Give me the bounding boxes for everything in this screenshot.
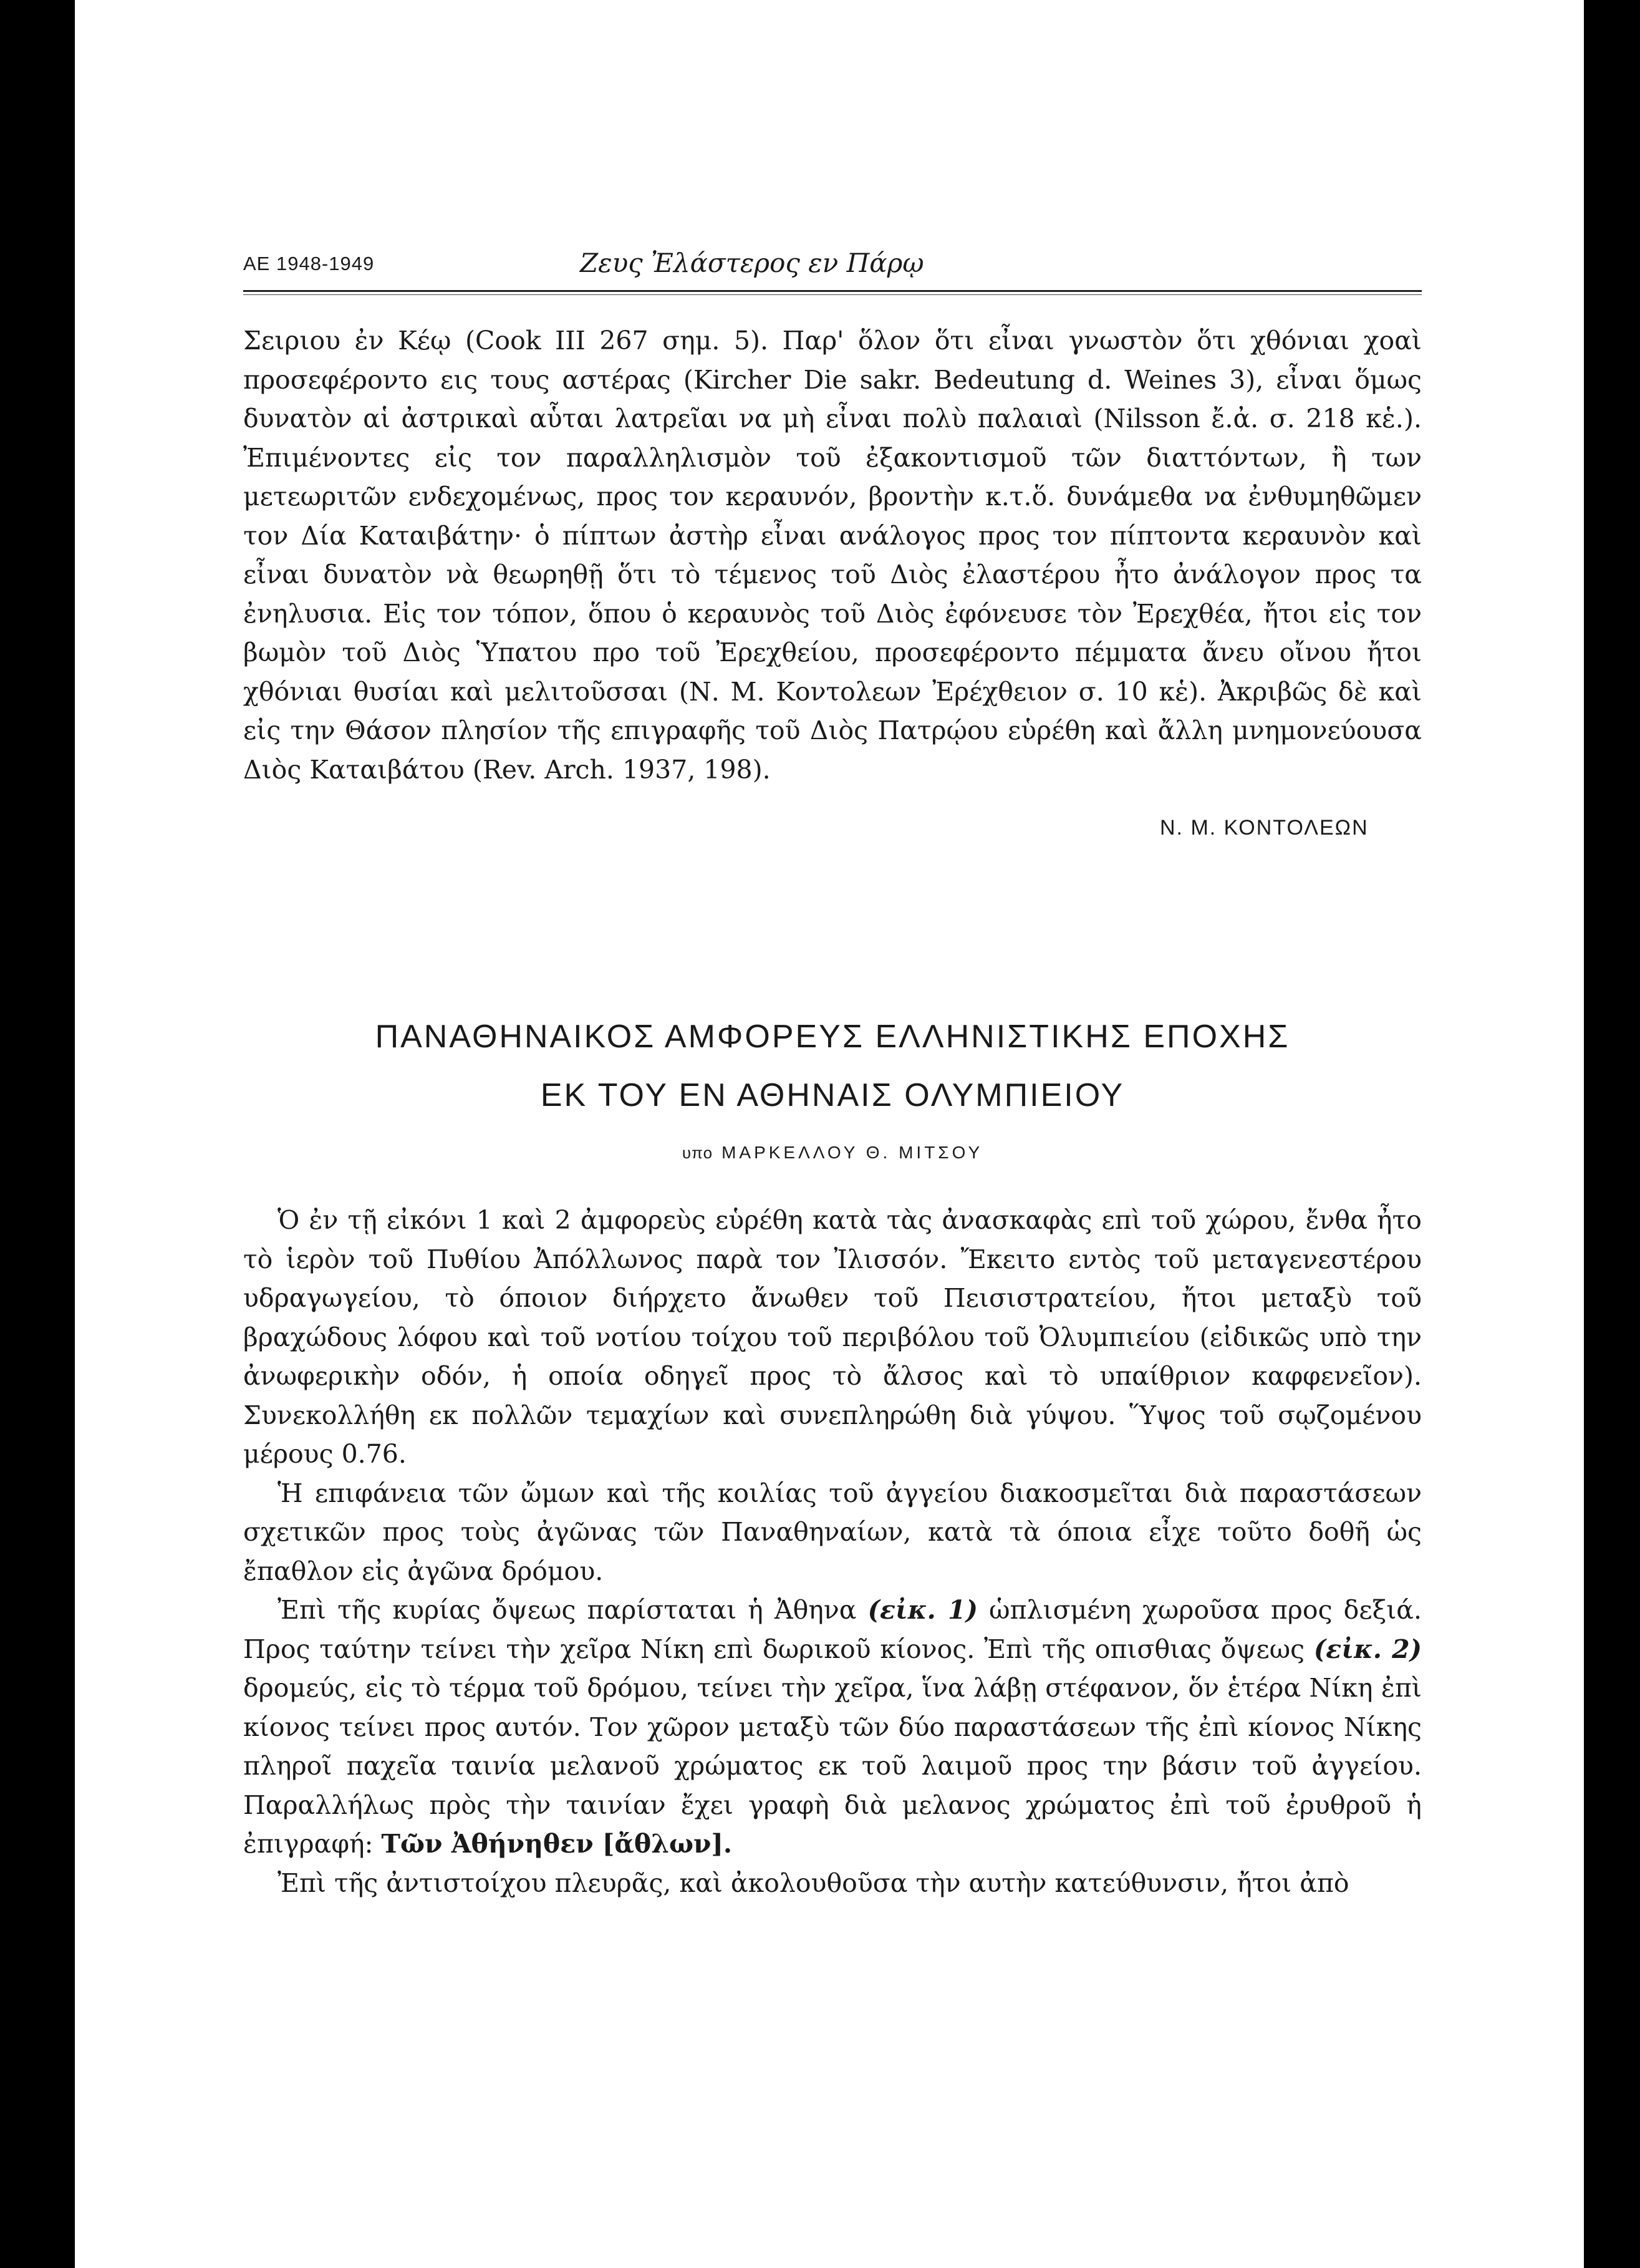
page (75, 0, 1584, 2268)
header-rule-thin (243, 294, 1422, 295)
article2-body (243, 1201, 1422, 1902)
article1-body (243, 321, 1422, 789)
paragraph-3-text-b: ὡπλισμένη χωροῦσα προς δεξιά. Προς ταύτην τείνει τὴν χεῖρα Νίκη επὶ δωρικοῦ κίονος. Ἐπὶ τῆς οπισθιας ὄψεως (243, 1595, 1422, 1664)
figure-reference-2: (εἰκ. 2) (1313, 1634, 1422, 1664)
article2-paragraph-3 (243, 1591, 1422, 1864)
running-title: Ζευς Ἐλάστερος εν Πάρῳ (580, 248, 924, 278)
article2-paragraph-2: Ἡ επιφάνεια τῶν ὤμων καὶ τῆς κοιλίας τοῦ ἀγγείου διακοσμεῖται διὰ παραστάσεων σχετικῶν προς τοὺς ἀγῶνας τῶν Παναθηναίων, κατὰ τὰ όποια εἶχε τοῦτο δοθῆ ὡς ἔπαθλον εἰς ἀγῶνα δρόμου. (243, 1478, 1422, 1586)
running-header (243, 246, 1422, 296)
byline-author: ΜΑΡΚΕΛΛΟΥ Θ. ΜΙΤΣΟΥ (721, 1143, 983, 1162)
article2-paragraph-1: Ὁ ἐν τῇ εἰκόνι 1 καὶ 2 ἀμφορεὺς εὑρέθη κατὰ τὰς ἀνασκαφὰς επὶ τοῦ χώρου, ἔνθα ἦτο τὸ ἱερὸν τοῦ Πυθίου Ἀπόλλωνος παρὰ τον Ἰλισσόν. Ἔκειτο εντὸς τοῦ μεταγενεστέρου υδραγωγείου, τὸ όποιον διήρχετο ἄνωθεν τοῦ Πεισιστρατείου, ἤτοι μεταξὺ τοῦ βραχώδους λόφου καὶ τοῦ νοτίου τοίχου τοῦ περιβόλου τοῦ Ὀλυμπιείου (εἰδικῶς υπὸ την ἀνωφερικὴν οδόν, ἡ οποία οδηγεῖ προς τὸ ἄλσος καὶ τὸ υπαίθριον καφφενεῖον). Συνεκολλήθη εκ πολλῶν τεμαχίων καὶ συνεπληρώθη διὰ γύψου. Ὕψος τοῦ σῳζομένου μέρους 0.76. (243, 1205, 1422, 1469)
byline-prefix: υπο (682, 1143, 713, 1162)
inscription-text: Τῶν Ἀθήνηθεν [ἄθλων]. (381, 1829, 733, 1859)
article2-paragraph-4: Ἐπὶ τῆς ἀντιστοίχου πλευρᾶς, καὶ ἀκολουθοῦσα τὴν αυτὴν κατεύθυνσιν, ἤτοι ἀπὸ (277, 1868, 1349, 1898)
article2-title-line1: ΠΑΝΑΘΗΝΑΙΚΟΣ ΑΜΦΟΡΕΥΣ ΕΛΛΗΝΙΣΤΙΚΗΣ ΕΠΟΧΗΣ (375, 1019, 1290, 1055)
header-rule (243, 290, 1422, 292)
article1-paragraph: Σειριου ἐν Κέῳ (Cook III 267 σημ. 5). Παρ' ὅλον ὅτι εἶναι γνωστὸν ὅτι χθόνιαι χοαὶ προσεφέροντο εις τους αστέρας (Kircher Die sakr. Bedeutung d. Weines 3), εἶναι ὅμως δυνατὸν αἱ ἀστρικαὶ αὗται λατρεῖαι να μὴ εἶναι πολὺ παλαιαὶ (Nilsson ἔ.ἀ. σ. 218 κἑ.). Ἐπιμένοντες εἰς τον παραλληλισμὸν τοῦ ἐξακοντισμοῦ τῶν διαττόντων, ἢ των μετεωριτῶν ενδεχομένως, προς τον κεραυνόν, βροντὴν κ.τ.ὅ. δυνάμεθα να ἐνθυμηθῶμεν τον Δία Καταιβάτην· ὁ πίπτων ἀστὴρ εἶναι ανάλογος προς τον πίπτοντα κεραυνὸν καὶ εἶναι δυνατὸν νὰ θεωρηθῇ ὅτι τὸ τέμενος τοῦ Διὸς ἐλαστέρου ἦτο ἀνάλογον προς τα ἐνηλυσια. Εἰς τον τόπον, ὅπου ὁ κεραυνὸς τοῦ Διὸς ἐφόνευσε τὸν Ἐρεχθέα, ἤτοι εἰς τον βωμὸν τοῦ Διὸς Ὑπατου προ τοῦ Ἐρεχθείου, προσεφέροντο πέμματα ἄνευ οἴνου ἤτοι χθόνιαι θυσίαι καὶ μελιτοῦσσαι (Ν. Μ. Κοντολεων Ἐρέχθειον σ. 10 κἑ). Ἀκριβῶς δὲ καὶ εἰς την Θάσον πλησίον τῆς επιγραφῆς τοῦ Διὸς Πατρῴου εὑρέθη καὶ ἄλλη μνημονεύουσα Διὸς Καταιβάτου (Rev. Arch. 1937, 198). (243, 326, 1422, 785)
figure-reference-1: (εἰκ. 1) (867, 1595, 978, 1625)
journal-reference: ΑΕ 1948-1949 (243, 253, 375, 274)
article2-byline (243, 1143, 1422, 1163)
author-signature: Ν. Μ. ΚΟΝΤΟΛΕΩΝ (1160, 816, 1369, 840)
paragraph-3-text-a: Ἐπὶ τῆς κυρίας ὄψεως παρίσταται ἡ Ἀθηνα (277, 1595, 868, 1625)
paragraph-3-text-c: δρομεύς, εἰς τὸ τέρμα τοῦ δρόμου, τείνει τὴν χεῖρα, ἵνα λάβῃ στέφανον, ὅν ἑτέρα Νίκη ἐπὶ κίονος τείνει προς αυτόν. Τον χῶρον μεταξὺ τῶν δύο παραστάσεων τῆς ἐπὶ κίονος Νίκης πληροῖ παχεῖα ταινία μελανοῦ χρώματος εκ τοῦ λαιμοῦ προς την βάσιν τοῦ ἀγγείου. Παραλλήλως πρὸς τὴν ταινίαν ἔχει γραφὴ διὰ μελανος χρώματος ἐπὶ τοῦ ἐρυθροῦ ἡ ἐπιγραφή: (243, 1673, 1422, 1859)
article2-title-line2: ΕΚ ΤΟΥ ΕΝ ΑΘΗΝΑΙΣ ΟΛΥΜΠΙΕΙΟΥ (540, 1077, 1125, 1113)
